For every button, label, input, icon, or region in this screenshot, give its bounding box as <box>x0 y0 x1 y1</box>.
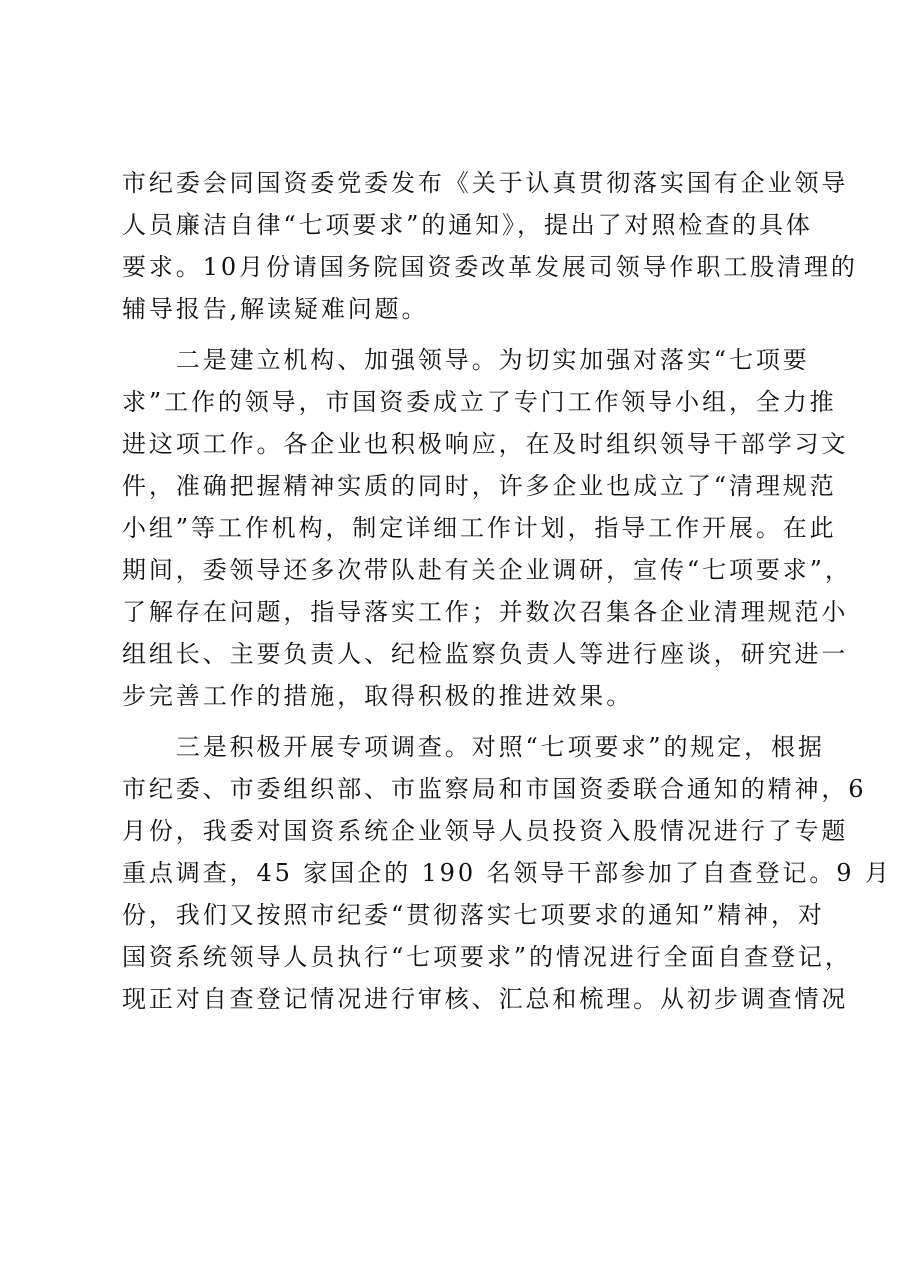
text-line: 国资系统领导人员执行“七项要求”的情况进行全面自查登记， <box>122 943 852 971</box>
text-line: 了解存在问题，指导落实工作；并数次召集各企业清理规范小 <box>122 598 849 626</box>
text-line: 求”工作的领导，市国资委成立了专门工作领导小组，全力推 <box>122 388 837 416</box>
text-line: 二是建立机构、加强领导。为切实加强对落实“七项要 <box>122 346 810 374</box>
text-line: 人员廉洁自律“七项要求”的通知》，提出了对照检查的具体 <box>122 211 813 239</box>
text-line: 月份，我委对国资系统企业领导人员投资入股情况进行了专题 <box>122 817 849 845</box>
text-line: 市纪委、市委组织部、市监察局和市国资委联合通知的精神，6 <box>122 775 867 803</box>
text-line: 步完善工作的措施，取得积极的推进效果。 <box>122 682 634 710</box>
text-line: 组组长、主要负责人、纪检监察负责人等进行座谈，研究进一 <box>122 640 849 668</box>
paragraph-1 <box>122 162 858 330</box>
document-body <box>122 162 892 1020</box>
text-line: 要求。10月份请国务院国资委改革发展司领导作职工股清理的 <box>122 253 858 281</box>
text-line: 进这项工作。各企业也积极响应，在及时组织领导干部学习文 <box>122 430 849 458</box>
text-line: 期间，委领导还多次带队赴有关企业调研，宣传“七项要求”， <box>122 556 852 584</box>
text-line: 辅导报告,解读疑难问题。 <box>122 295 429 323</box>
paragraph-2 <box>122 339 852 717</box>
text-line: 三是积极开展专项调查。对照“七项要求”的规定，根据 <box>122 733 825 761</box>
text-line: 份，我们又按照市纪委“贯彻落实七项要求的通知”精神，对 <box>122 901 825 929</box>
text-line: 小组”等工作机构，制定详细工作计划，指导工作开展。在此 <box>122 514 837 542</box>
text-line: 重点调查，45 家国企的 190 名领导干部参加了自查登记。9 月 <box>122 859 892 887</box>
text-line: 现正对自查登记情况进行审核、汇总和梳理。从初步调查情况 <box>122 985 849 1013</box>
text-line: 件，准确把握精神实质的同时，许多企业也成立了“清理规范 <box>122 472 837 500</box>
paragraph-3 <box>122 726 892 1020</box>
text-line: 市纪委会同国资委党委发布《关于认真贯彻落实国有企业领导 <box>122 169 849 197</box>
